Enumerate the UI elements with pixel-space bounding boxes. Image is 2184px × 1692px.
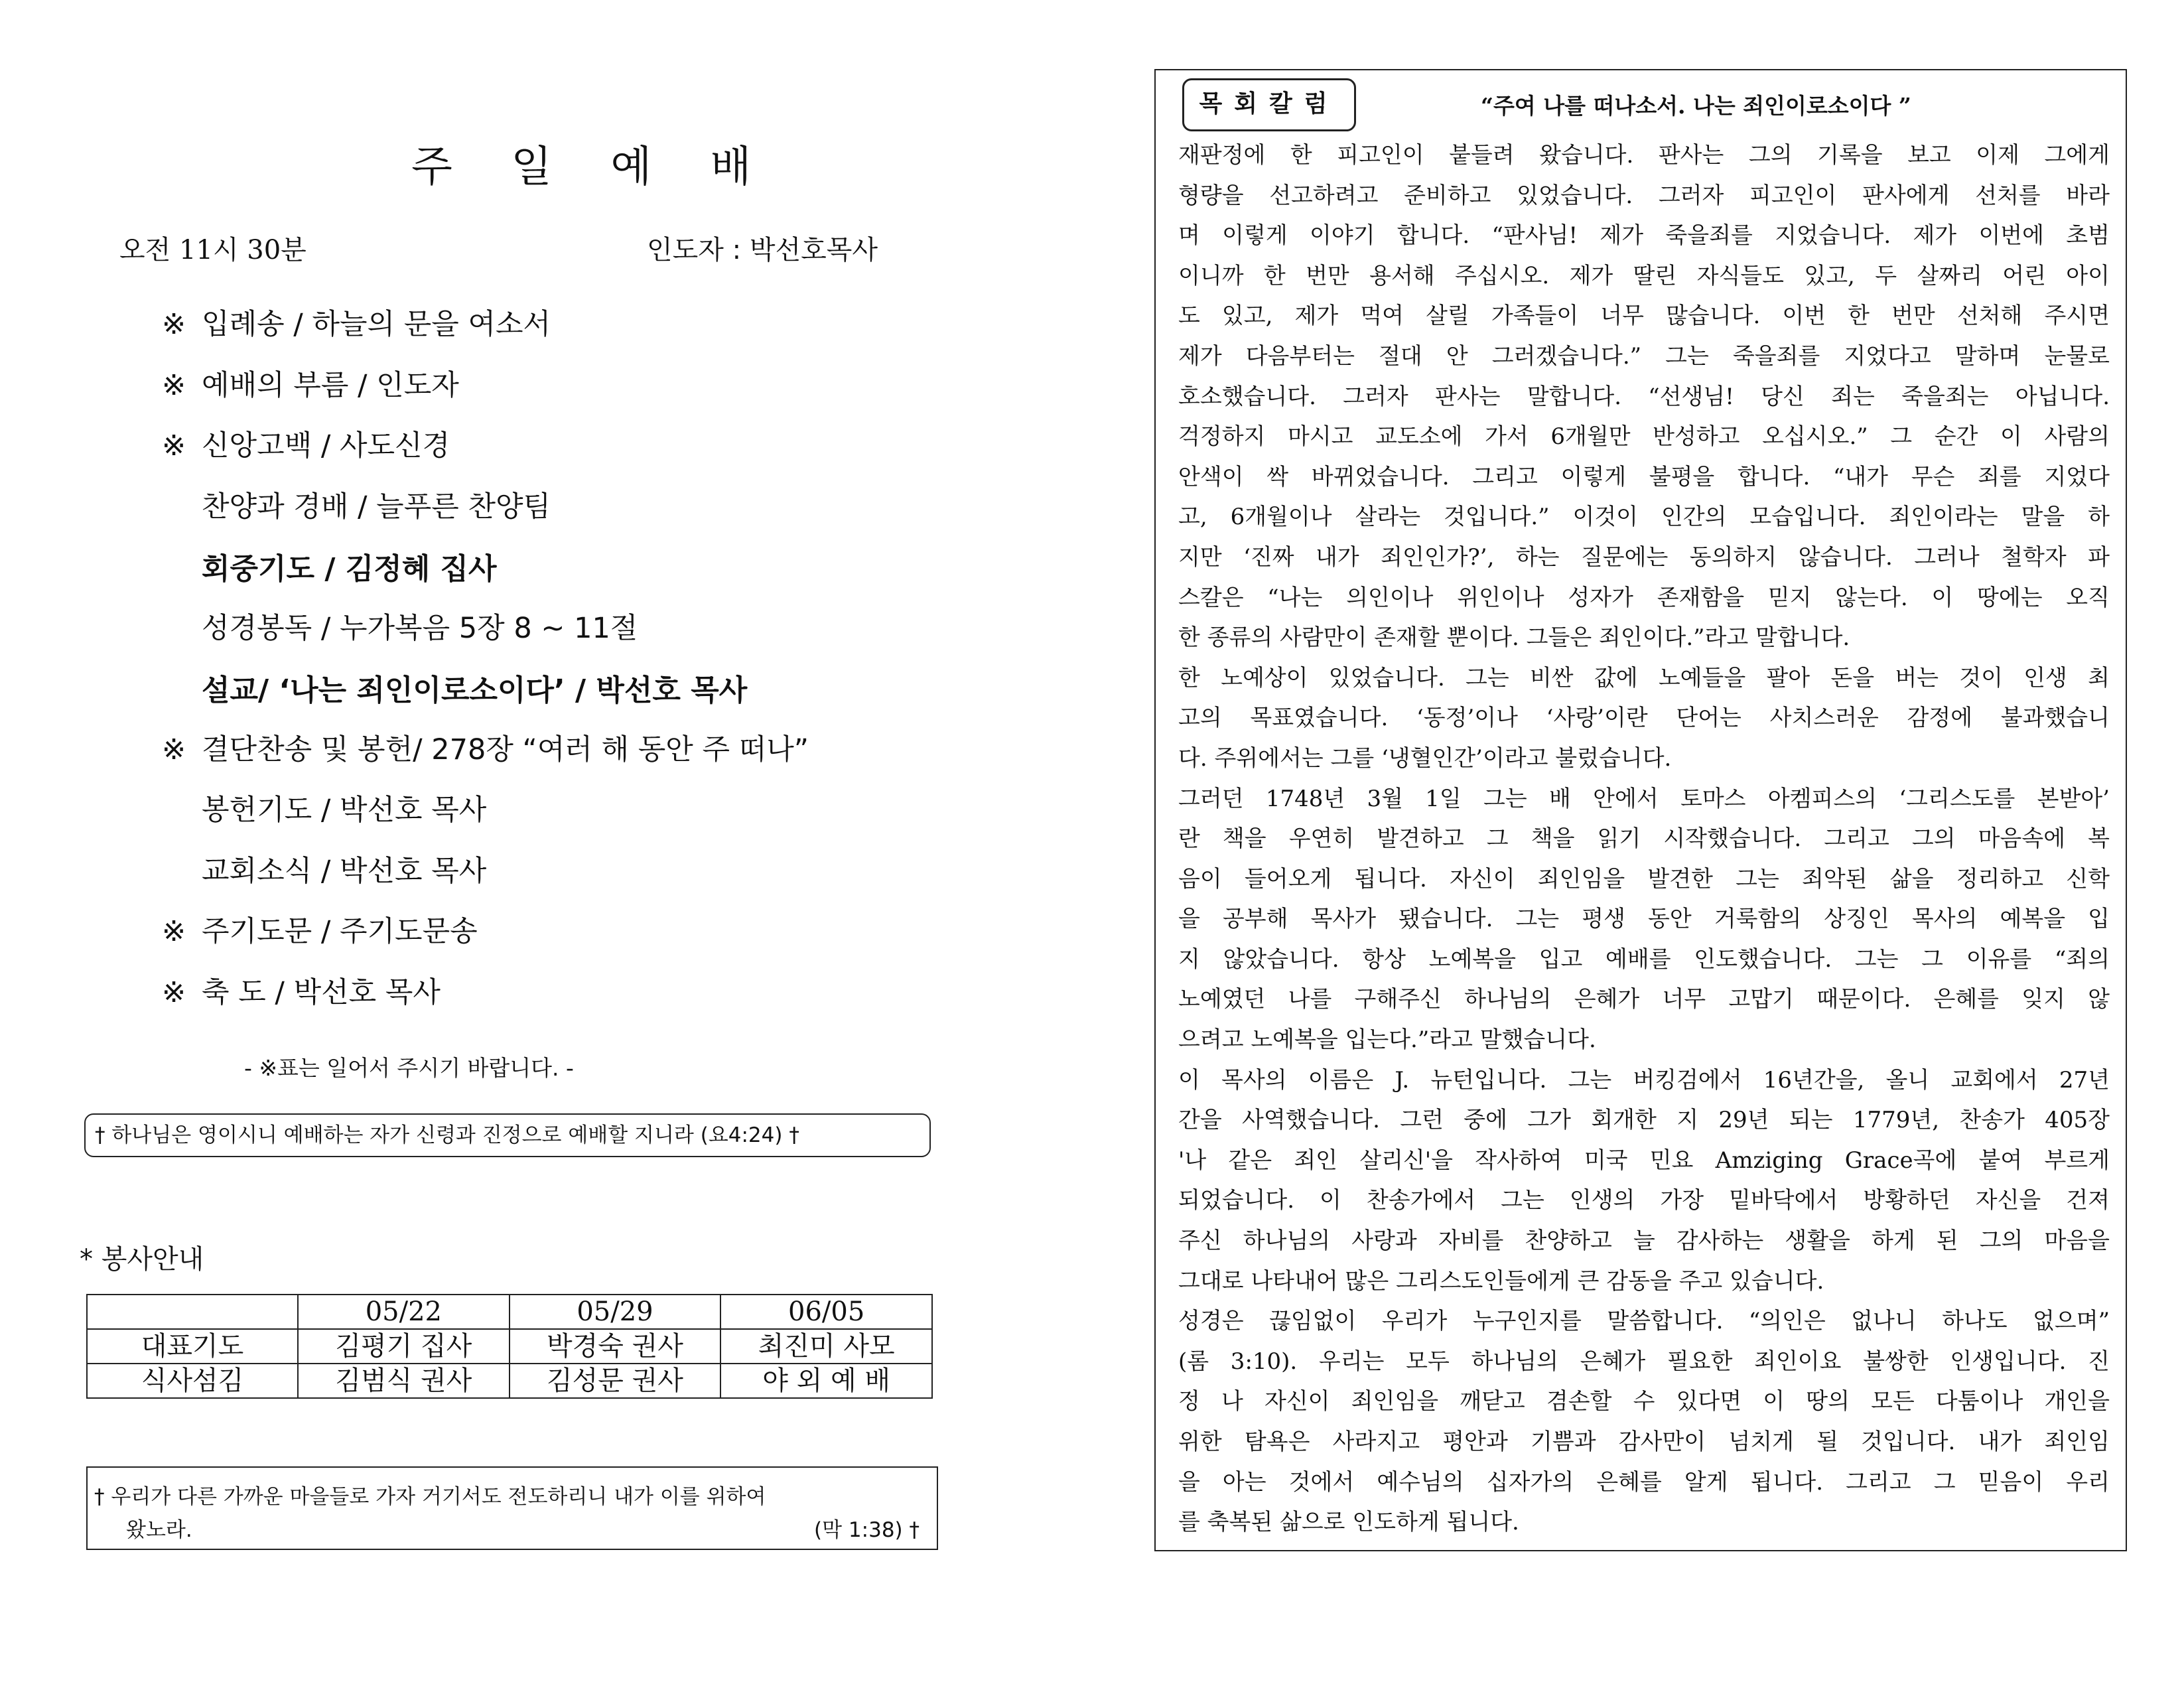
worship-order-item bbox=[162, 302, 551, 342]
order-item-text: 입례송 / 하늘의 문을 여소서 bbox=[202, 308, 551, 341]
column-text-line: 으려고 노예복을 입는다.”라고 말했습니다. bbox=[1178, 1026, 1596, 1054]
worship-order-item bbox=[202, 545, 497, 587]
table-header-row bbox=[87, 1295, 932, 1329]
column-text-line: 그대로 나타내어 많은 그리스도인들에게 큰 감동을 주고 있습니다. bbox=[1178, 1267, 1824, 1295]
order-item-text: 회중기도 / 김정혜 집사 bbox=[202, 552, 497, 586]
column-text-line: 도 있고, 제가 먹여 살릴 가족들이 너무 많습니다. 이번 한 번만 선처해 주시면 bbox=[1178, 303, 2110, 330]
date-header: 06/05 bbox=[720, 1295, 932, 1329]
column-badge: 목회칼럼 bbox=[1182, 78, 1356, 131]
worship-order-item bbox=[202, 484, 551, 525]
service-guide-title: * 봉사안내 bbox=[80, 1244, 204, 1275]
table-cell: 박경숙 권사 bbox=[510, 1329, 721, 1364]
column-text-line: 고, 6개월이나 살라는 것입니다.” 이것이 인간의 모습입니다. 죄인이라는 말을 하 bbox=[1178, 504, 2110, 531]
role-cell: 식사섬김 bbox=[87, 1364, 298, 1398]
left-page bbox=[0, 0, 1061, 1692]
worship-order-item bbox=[202, 849, 486, 889]
standing-note: - ※표는 일어서 주시기 바랍니다. - bbox=[244, 1055, 574, 1081]
column-text-line: 한 노예상이 있었습니다. 그는 비싼 값에 노예들을 팔아 돈을 버는 것이 인생 최 bbox=[1178, 664, 2110, 691]
column-text-line: 를 축복된 삶으로 인도하게 됩니다. bbox=[1178, 1509, 1519, 1536]
column-text-line: 스칼은 “나는 의인이나 위인이나 성자가 존재함을 믿지 않는다. 이 땅에는 오직 bbox=[1178, 584, 2110, 611]
date-header: 05/22 bbox=[298, 1295, 510, 1329]
table-cell: 김범식 권사 bbox=[298, 1364, 510, 1398]
date-header: 05/29 bbox=[510, 1295, 721, 1329]
worship-order-item bbox=[202, 606, 638, 646]
pastor-column bbox=[1154, 69, 2127, 1551]
verse-line: 왔노라. bbox=[126, 1518, 192, 1542]
column-text-line: 위한 탐욕은 사라지고 평안과 기쁨과 감사만이 넘치게 될 것입니다. 내가 죄인임 bbox=[1178, 1429, 2110, 1455]
order-item-text: 결단찬송 및 봉헌/ 278장 “여러 해 동안 주 떠나” bbox=[202, 733, 809, 766]
service-leader: 인도자 : 박선호목사 bbox=[647, 235, 878, 265]
stand-mark-icon: ※ bbox=[162, 308, 186, 341]
table-cell: 김성문 권사 bbox=[510, 1364, 721, 1398]
order-item-text: 설교/ ‘나는 죄인이로소이다’ / 박선호 목사 bbox=[202, 673, 748, 707]
service-time: 오전 11시 30분 bbox=[119, 235, 307, 265]
column-text-line: 되었습니다. 이 찬송가에서 그는 인생의 가장 밑바닥에서 방황하던 자신을 건져 bbox=[1178, 1187, 2110, 1214]
table-cell: 김평기 집사 bbox=[298, 1329, 510, 1364]
column-text-line: 그러던 1748년 3월 1일 그는 배 안에서 토마스 아켐피스의 ‘그리스도를 본받아’ bbox=[1178, 785, 2110, 812]
service-table bbox=[86, 1294, 933, 1399]
worship-order-item bbox=[162, 423, 450, 464]
table-row bbox=[87, 1329, 932, 1364]
order-item-text: 주기도문 / 주기도문송 bbox=[202, 915, 478, 948]
order-item-text: 성경봉독 / 누가복음 5장 8 ~ 11절 bbox=[202, 611, 638, 645]
column-text-line: 간을 사역했습니다. 그런 중에 그가 회개한 지 29년 되는 1779년, 찬송가 405장 bbox=[1178, 1107, 2110, 1134]
order-item-text: 찬양과 경배 / 늘푸른 찬양팀 bbox=[202, 490, 551, 524]
stand-mark-icon: ※ bbox=[162, 915, 186, 948]
verse-box-mark bbox=[86, 1466, 938, 1550]
column-text-line: 며 이렇게 이야기 합니다. “판사님! 제가 죽을죄를 지었습니다. 제가 이번에 초범 bbox=[1178, 222, 2110, 249]
worship-order-item bbox=[202, 788, 486, 828]
verse-line: † 우리가 다른 가까운 마을들로 가자 거기서도 전도하리니 내가 이를 위하여 bbox=[94, 1485, 766, 1509]
column-text-line: 주신 하나님의 사랑과 자비를 찬양하고 늘 감사하는 생활을 하게 된 그의 마음을 bbox=[1178, 1228, 2110, 1255]
column-text-line: 안색이 싹 바뀌었습니다. 그리고 이렇게 불평을 합니다. “내가 무슨 죄를 지었다 bbox=[1178, 463, 2110, 490]
column-text-line: 을 아는 것에서 예수님의 십자가의 은혜를 알게 됩니다. 그리고 그 믿음이 우리 bbox=[1178, 1468, 2110, 1496]
page-title: 주 일 예 배 bbox=[411, 143, 774, 192]
column-text-line: 형량을 선고하려고 준비하고 있었습니다. 그러자 피고인이 판사에게 선처를 바라 bbox=[1178, 182, 2110, 209]
stand-mark-icon: ※ bbox=[162, 733, 186, 766]
worship-order-item bbox=[202, 666, 747, 709]
order-item-text: 봉헌기도 / 박선호 목사 bbox=[202, 794, 487, 827]
verse-reference: (막 1:38) † bbox=[814, 1518, 920, 1542]
column-body bbox=[1178, 135, 2110, 1543]
column-text-line: 걱정하지 마시고 교도소에 가서 6개월만 반성하고 오십시오.” 그 순간 이 사람의 bbox=[1178, 423, 2110, 451]
column-text-line: 호소했습니다. 그러자 판사는 말합니다. “선생님! 당신 죄는 죽을죄는 아닙니다. bbox=[1178, 383, 2110, 410]
order-item-text: 신앙고백 / 사도신경 bbox=[202, 429, 450, 462]
column-text-line: 한 종류의 사람만이 존재할 뿐이다. 그들은 죄인이다.”라고 말합니다. bbox=[1178, 624, 1850, 652]
worship-order-item bbox=[162, 970, 441, 1011]
column-text-line: 성경은 끊임없이 우리가 누구인지를 말씀합니다. “의인은 없나니 하나도 없으며” bbox=[1178, 1308, 2110, 1335]
column-text-line: 지만 ‘진짜 내가 죄인인가?’, 하는 질문에는 동의하지 않습니다. 그러나 철학자 파 bbox=[1178, 543, 2110, 571]
column-text-line: 지 않았습니다. 항상 노예복을 입고 예배를 인도했습니다. 그는 그 이유를 “죄의 bbox=[1178, 946, 2110, 973]
column-text-line: (롬 3:10). 우리는 모두 하나님의 은혜가 필요한 죄인이요 불쌍한 인생입니다. 진 bbox=[1178, 1348, 2110, 1375]
column-text-line: 제가 다음부터는 절대 안 그러겠습니다.” 그는 죽을죄를 지었다고 말하며 눈물로 bbox=[1178, 342, 2110, 370]
column-text-line: 음이 들어오게 됩니다. 자신이 죄인임을 발견한 그는 죄악된 삶을 정리하고 신학 bbox=[1178, 865, 2110, 892]
column-text-line: 이니까 한 번만 용서해 주십시오. 제가 딸린 자식들도 있고, 두 살짜리 어린 아이 bbox=[1178, 262, 2110, 289]
verse-box-john: † 하나님은 영이시니 예배하는 자가 신령과 진정으로 예배할 지니라 (요4:24) † bbox=[84, 1113, 931, 1157]
column-text-line: 이 목사의 이름은 J. 뉴턴입니다. 그는 버킹검에서 16년간을, 올니 교회에서 27년 bbox=[1178, 1066, 2110, 1093]
column-text-line: 란 책을 우연히 발견하고 그 책을 읽기 시작했습니다. 그리고 그의 마음속에 복 bbox=[1178, 825, 2110, 853]
stand-mark-icon: ※ bbox=[162, 368, 186, 402]
table-corner-cell bbox=[87, 1295, 298, 1329]
table-cell: 최진미 사모 bbox=[720, 1329, 932, 1364]
table-row bbox=[87, 1364, 932, 1398]
role-cell: 대표기도 bbox=[87, 1329, 298, 1364]
column-text-line: 정 나 자신이 죄인임을 깨닫고 겸손할 수 있다면 이 땅의 모든 다툼이나 개인을 bbox=[1178, 1388, 2110, 1415]
column-title: “주여 나를 떠나소서. 나는 죄인이로소이다 ” bbox=[1481, 93, 1911, 119]
column-text-line: '나 같은 죄인 살리신'을 작사하여 미국 민요 Amziging Grace곡에 붙여 부르게 bbox=[1178, 1147, 2110, 1174]
order-item-text: 축 도 / 박선호 목사 bbox=[202, 975, 441, 1009]
order-item-text: 예배의 부름 / 인도자 bbox=[202, 368, 459, 402]
worship-order-item bbox=[162, 363, 459, 403]
column-text-line: 노예였던 나를 구해주신 하나님의 은혜가 너무 고맙기 때문이다. 은혜를 잊지 않 bbox=[1178, 986, 2110, 1013]
column-text-line: 다. 주위에서는 그를 ‘냉혈인간’이라고 불렀습니다. bbox=[1178, 744, 1672, 772]
column-text-line: 재판정에 한 피고인이 붙들려 왔습니다. 판사는 그의 기록을 보고 이제 그에게 bbox=[1178, 142, 2110, 169]
column-text-line: 을 공부해 목사가 됐습니다. 그는 평생 동안 거룩함의 상징인 목사의 예복을 입 bbox=[1178, 906, 2110, 933]
order-item-text: 교회소식 / 박선호 목사 bbox=[202, 854, 487, 888]
stand-mark-icon: ※ bbox=[162, 975, 186, 1009]
column-text-line: 고의 목표였습니다. ‘동정’이나 ‘사랑’이란 단어는 사치스러운 감정에 불과했습니 bbox=[1178, 705, 2110, 732]
table-cell: 야 외 예 배 bbox=[720, 1364, 932, 1398]
stand-mark-icon: ※ bbox=[162, 429, 186, 462]
worship-order-item bbox=[162, 727, 809, 768]
worship-order-item bbox=[162, 909, 478, 950]
